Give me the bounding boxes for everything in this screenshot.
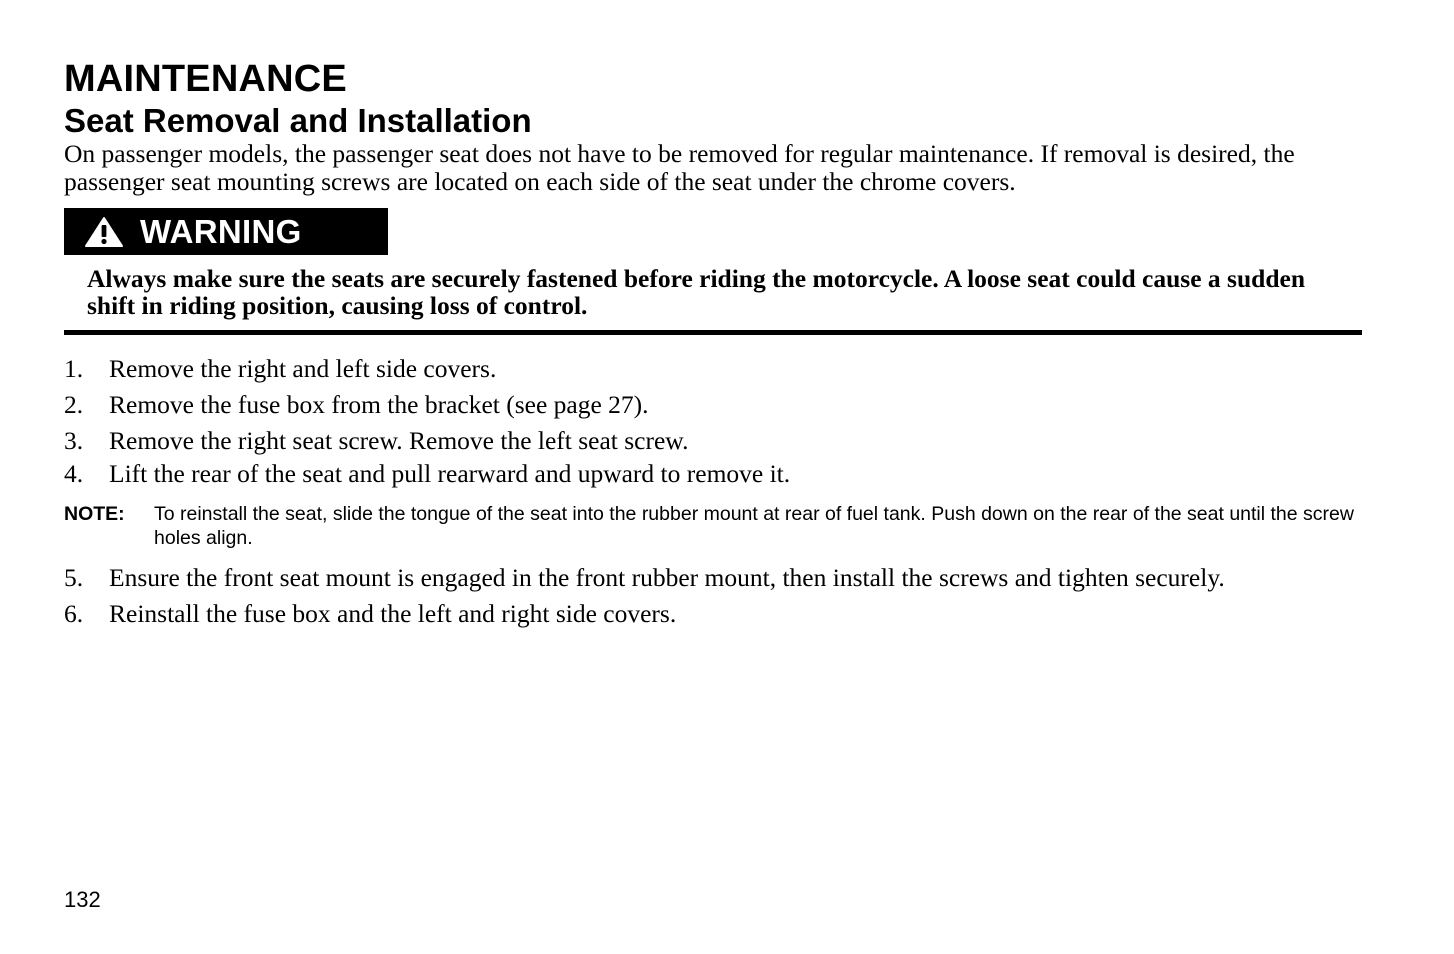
step-number: 6.: [64, 599, 84, 628]
step-text: Lift the rear of the seat and pull rearward and upward to remove it.: [109, 459, 791, 488]
list-item: [64, 427, 1364, 455]
warning-banner: [64, 208, 388, 255]
section-title: MAINTENANCE: [64, 58, 347, 100]
intro-paragraph: On passenger models, the passenger seat does not have to be removed for regular maintenance. If removal is desired, the passenger seat mounting screws are located on each side of the seat under the chrome covers.: [64, 139, 1295, 196]
step-number: 2.: [64, 390, 84, 419]
warning-divider: [64, 330, 1362, 335]
step-number: 3.: [64, 426, 84, 455]
note-label: NOTE:: [64, 503, 125, 525]
warning-triangle-icon: [84, 216, 124, 248]
note-block: [64, 502, 1364, 550]
list-item: [64, 460, 1364, 488]
step-text: Remove the fuse box from the bracket (see page 27).: [109, 390, 649, 419]
step-number: 5.: [64, 563, 84, 592]
list-item: [64, 564, 1364, 592]
note-text: To reinstall the seat, slide the tongue of the seat into the rubber mount at rear of fuel tank. Push down on the rear of the seat until the screw holes align.: [154, 503, 1354, 549]
step-text: Reinstall the fuse box and the left and right side covers.: [109, 599, 677, 628]
manual-page: [64, 56, 1364, 636]
warning-text: Always make sure the seats are securely fastened before riding the motorcycle. A loose seat could cause a sudden shift in riding position, causing loss of control.: [87, 264, 1305, 320]
warning-box: [64, 208, 1364, 335]
warning-label: WARNING: [140, 213, 302, 250]
steps-list-first: [64, 355, 1364, 488]
step-number: 1.: [64, 354, 84, 383]
page-number: 132: [64, 887, 101, 912]
list-item: [64, 355, 1364, 383]
step-text: Remove the right seat screw. Remove the left seat screw.: [109, 426, 689, 455]
sub-title: Seat Removal and Installation: [64, 102, 532, 139]
step-text: Ensure the front seat mount is engaged in the front rubber mount, then install the screws and tighten securely.: [109, 563, 1225, 592]
step-text: Remove the right and left side covers.: [109, 354, 497, 383]
steps-list-second: [64, 564, 1364, 628]
list-item: [64, 600, 1364, 628]
step-number: 4.: [64, 459, 84, 488]
list-item: [64, 391, 1364, 419]
